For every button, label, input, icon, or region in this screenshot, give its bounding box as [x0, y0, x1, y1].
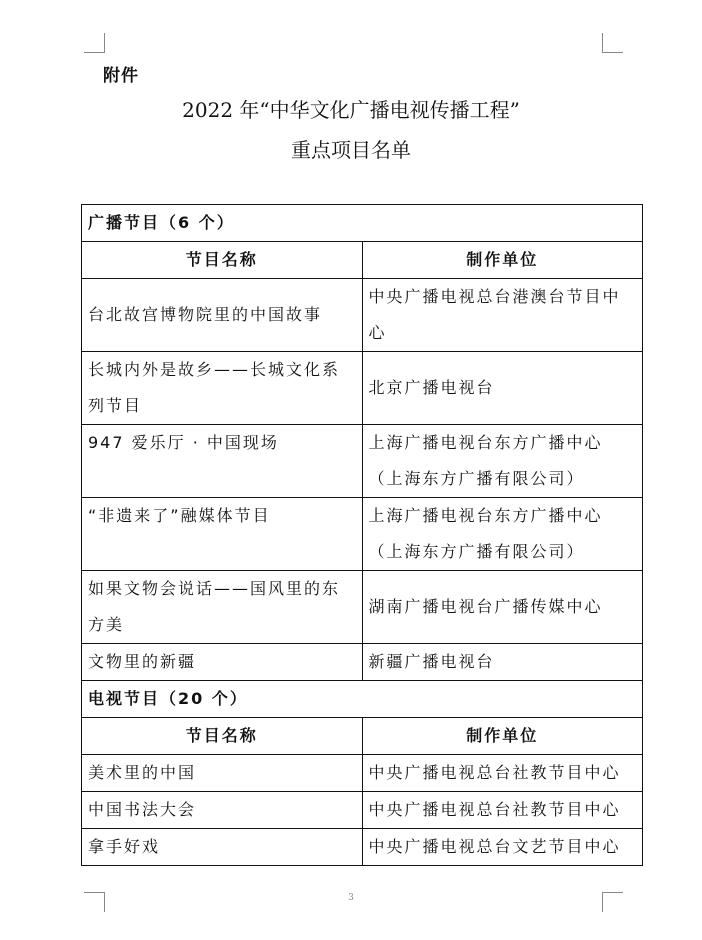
- header-row: [82, 242, 643, 279]
- column-header-name: 节目名称: [82, 242, 363, 279]
- document-title: 2022 年“中华文化广播电视传播工程”: [182, 98, 520, 122]
- attachment-label: 附件: [103, 66, 139, 86]
- producer-name: 中央广播电视总台文艺节目中心: [362, 829, 643, 866]
- column-header-producer: 制作单位: [362, 718, 643, 755]
- producer-name: 中央广播电视总台港澳台节目中心: [362, 279, 643, 352]
- program-name: 美术里的中国: [82, 755, 363, 792]
- program-name: 947 爱乐厅 · 中国现场: [82, 425, 363, 498]
- producer-name: 中央广播电视总台社教节目中心: [362, 755, 643, 792]
- section-row-radio: [82, 205, 643, 242]
- column-header-producer: 制作单位: [362, 242, 643, 279]
- table-row: [82, 829, 643, 866]
- column-header-name: 节目名称: [82, 718, 363, 755]
- table-row: [82, 755, 643, 792]
- header-row: [82, 718, 643, 755]
- table-row: [82, 571, 643, 644]
- table-row: [82, 644, 643, 681]
- crop-mark-top-right: [602, 52, 623, 53]
- producer-name: 中央广播电视总台社教节目中心: [362, 792, 643, 829]
- crop-mark-top-left: [84, 52, 105, 53]
- program-name: 拿手好戏: [82, 829, 363, 866]
- table-row: [82, 352, 643, 425]
- program-name: 如果文物会说话——国风里的东方美: [82, 571, 363, 644]
- producer-name: 上海广播电视台东方广播中心（上海东方广播有限公司）: [362, 425, 643, 498]
- program-name: “非遗来了”融媒体节目: [82, 498, 363, 571]
- document-subtitle: 重点项目名单: [291, 138, 411, 162]
- producer-name: 上海广播电视台东方广播中心（上海东方广播有限公司）: [362, 498, 643, 571]
- section-row-tv: [82, 681, 643, 718]
- program-name: 文物里的新疆: [82, 644, 363, 681]
- section-title-radio: 广播节目（6 个）: [82, 205, 643, 242]
- program-name: 台北故宫博物院里的中国故事: [82, 279, 363, 352]
- project-list-table: [81, 204, 643, 866]
- table-row: [82, 425, 643, 498]
- producer-name: 北京广播电视台: [362, 352, 643, 425]
- program-name: 长城内外是故乡——长城文化系列节目: [82, 352, 363, 425]
- table-row: [82, 498, 643, 571]
- table-row: [82, 279, 643, 352]
- producer-name: 湖南广播电视台广播传媒中心: [362, 571, 643, 644]
- page-number: 3: [348, 893, 354, 903]
- producer-name: 新疆广播电视台: [362, 644, 643, 681]
- crop-mark-top-right: [602, 33, 603, 53]
- crop-mark-top-left: [104, 33, 105, 53]
- program-name: 中国书法大会: [82, 792, 363, 829]
- table-row: [82, 792, 643, 829]
- section-title-tv: 电视节目（20 个）: [82, 681, 643, 718]
